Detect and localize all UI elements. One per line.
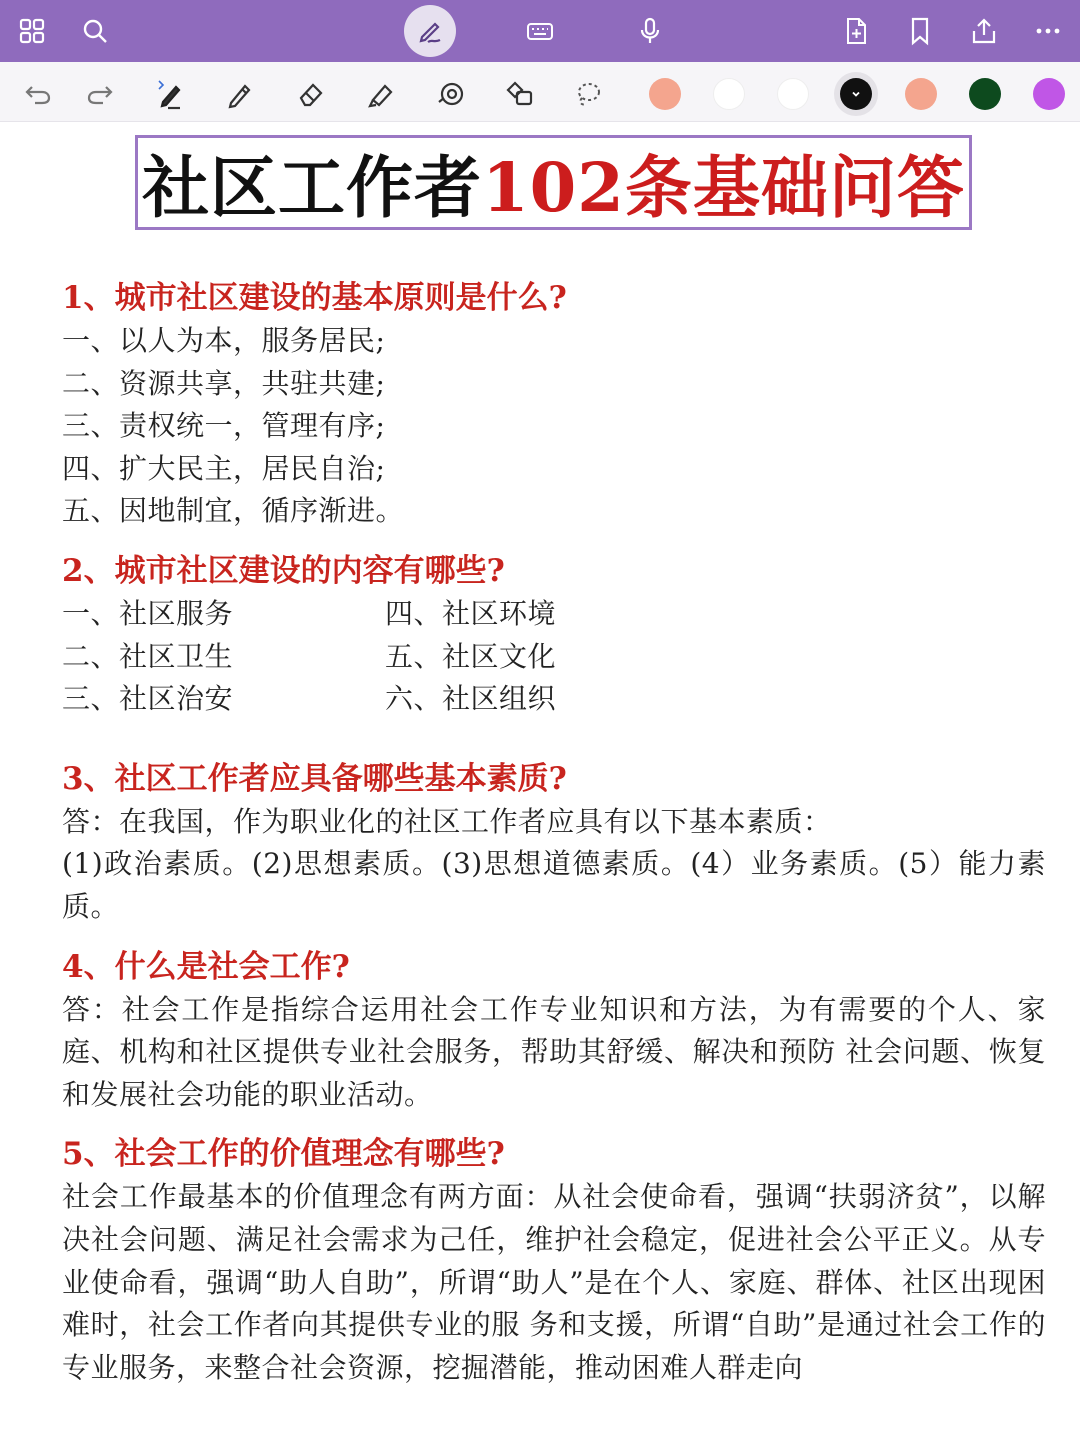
title-red-part: 102条基础问答	[482, 147, 965, 227]
pencil-icon[interactable]	[220, 74, 260, 114]
answer-line: 一、社区服务	[62, 596, 234, 630]
qa-section-1	[62, 276, 1046, 533]
answer-line: 四、扩大民主，居民自治;	[62, 451, 386, 485]
redo-icon[interactable]	[80, 74, 120, 114]
answer-columns	[62, 593, 1046, 721]
answer-paragraph: 答：社会工作是指综合运用社会工作专业知识和方法，为有需要的个人、家庭、机构和社区提供专业社会服务，帮助其舒缓、解决和预防 社会问题、恢复和发展社会功能的职业活动。	[62, 992, 1046, 1111]
color-swatch-7[interactable]	[1033, 78, 1065, 110]
answer-paragraph: 社会工作最基本的价值理念有两方面：从社会使命看，强调“扶弱济贫”，以解决社会问题、满足社会需求为己任，维护社会稳定，促进社会公平正义。从专业使命看，强调“助人自助”，所谓“助人”是在个人、家庭、群体、社区出现困难时，社会工作者向其提供专业的服 务和支援，所谓“自助”是通过社会工作的专业服务，来整合社会资源，挖掘潜能，推动困难人群走向	[62, 1180, 1046, 1384]
color-swatch-6[interactable]	[969, 78, 1001, 110]
undo-icon[interactable]	[18, 74, 58, 114]
answer-line: 六、社区组织	[385, 682, 557, 716]
grid-icon[interactable]	[10, 9, 54, 53]
answer-line: 五、因地制宜，循序渐进。	[62, 494, 405, 528]
add-page-icon[interactable]	[834, 9, 878, 53]
question-heading: 3、社区工作者应具备哪些基本素质?	[62, 760, 567, 797]
question-heading: 5、社会工作的价值理念有哪些?	[62, 1136, 505, 1173]
answer-line: 三、责权统一，管理有序;	[62, 409, 386, 443]
title-black-part: 社区工作者	[142, 147, 483, 227]
color-swatch-5[interactable]	[905, 78, 937, 110]
answer-line: 答：在我国，作为职业化的社区工作者应具有以下基本素质：	[62, 804, 832, 838]
qa-section-2	[62, 549, 1046, 721]
bookmark-icon[interactable]	[898, 9, 942, 53]
answer-column-right	[385, 593, 708, 721]
color-swatch-2[interactable]	[713, 78, 745, 110]
qa-section-3	[62, 757, 1046, 929]
pen-mode-icon[interactable]	[404, 5, 456, 57]
answer-line: 二、资源共享，共驻共建;	[62, 366, 386, 400]
answer-line: 四、社区环境	[385, 596, 557, 630]
chevron-down-icon	[850, 88, 862, 100]
answer-column-left	[62, 593, 385, 721]
color-swatch-4[interactable]	[840, 78, 872, 110]
answer-line: 三、社区治安	[62, 682, 234, 716]
document-title	[135, 135, 972, 230]
drawing-toolbar	[0, 62, 1080, 122]
answer-line: 一、以人为本，服务居民;	[62, 324, 386, 357]
keyboard-icon[interactable]	[518, 9, 562, 53]
share-icon[interactable]	[962, 9, 1006, 53]
shape-icon[interactable]	[431, 74, 471, 114]
color-swatch-3[interactable]	[777, 78, 809, 110]
more-icon[interactable]	[1026, 9, 1070, 53]
qa-section-4	[62, 945, 1046, 1117]
sticker-icon[interactable]	[500, 74, 540, 114]
bluetooth-pen-icon[interactable]	[150, 74, 190, 114]
document-body	[62, 276, 1046, 1389]
answer-paragraph: (1)政治素质。(2)思想素质。(3)思想道德素质。(4）业务素质。(5）能力素质。	[62, 847, 1046, 923]
qa-section-5	[62, 1132, 1046, 1389]
eraser-icon[interactable]	[291, 74, 331, 114]
question-heading: 4、什么是社会工作?	[62, 948, 350, 985]
color-swatch-1[interactable]	[649, 78, 681, 110]
microphone-icon[interactable]	[628, 9, 672, 53]
question-heading: 2、城市社区建设的内容有哪些?	[62, 552, 505, 589]
answer-line: 五、社区文化	[385, 639, 557, 673]
answer-line: 二、社区卫生	[62, 639, 234, 673]
lasso-icon[interactable]	[568, 74, 608, 114]
question-heading: 1、城市社区建设的基本原则是什么?	[62, 280, 567, 316]
highlighter-icon[interactable]	[361, 74, 401, 114]
app-top-bar	[0, 0, 1080, 62]
search-icon[interactable]	[73, 9, 117, 53]
